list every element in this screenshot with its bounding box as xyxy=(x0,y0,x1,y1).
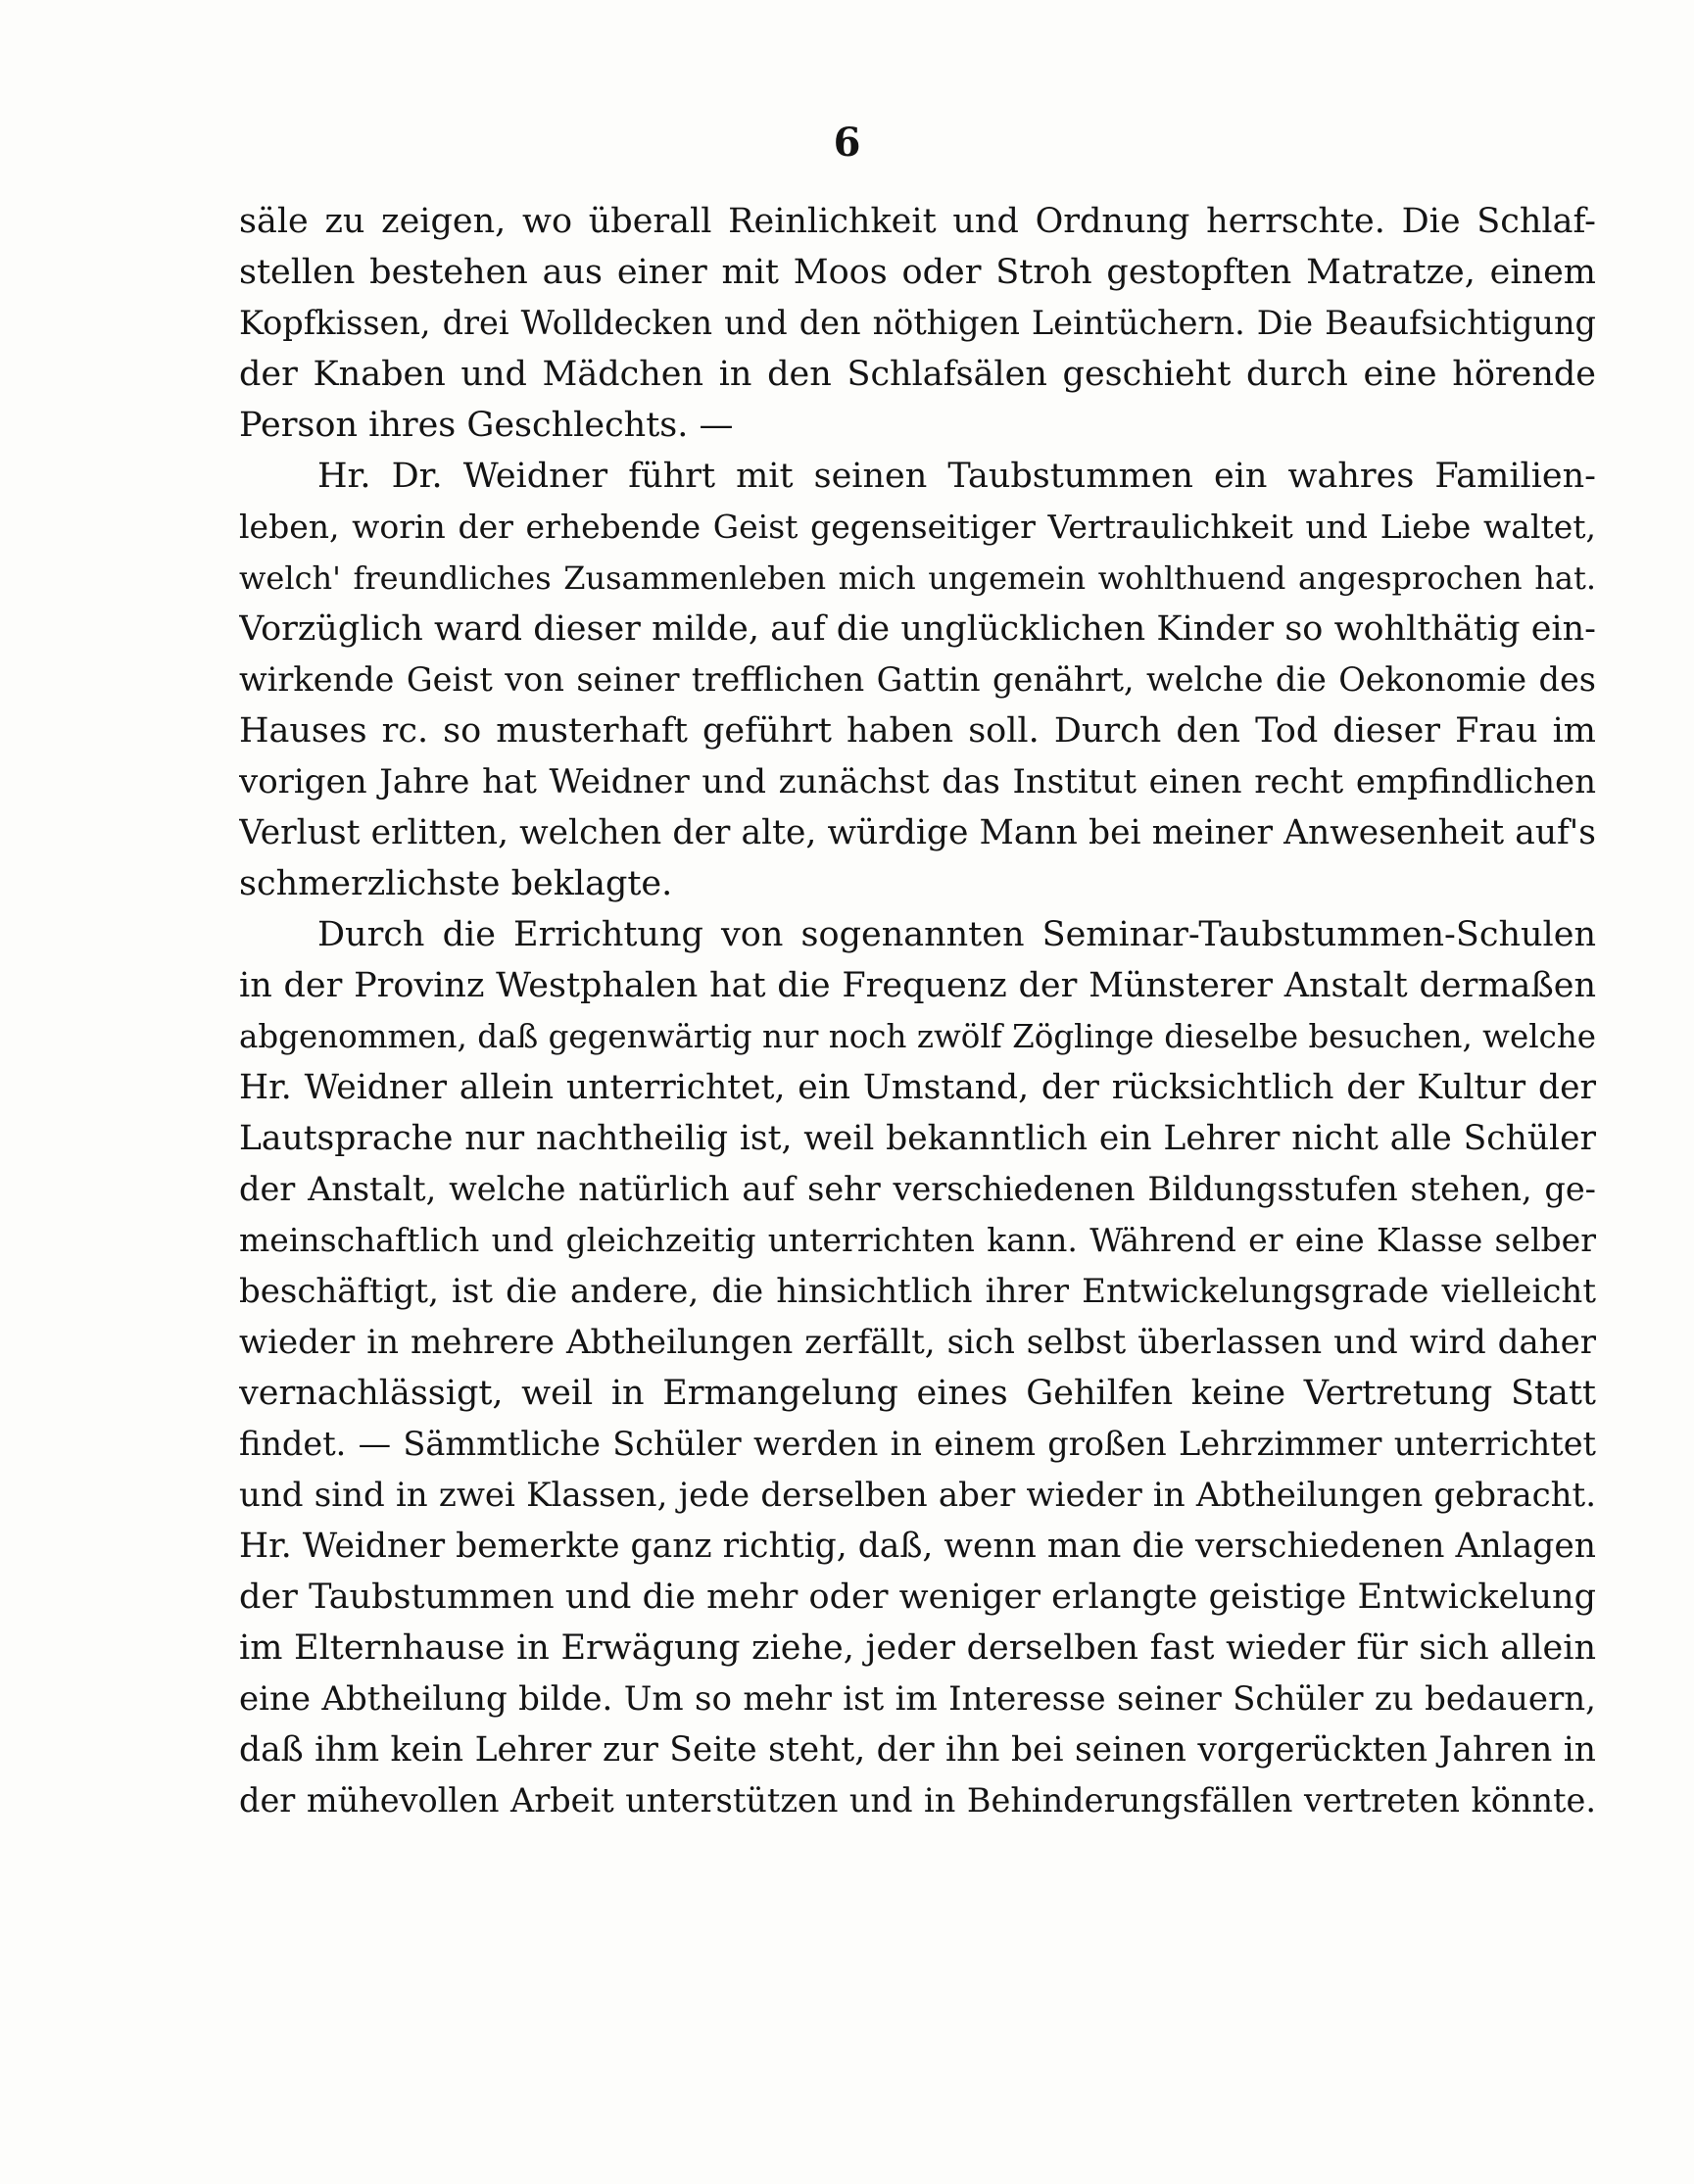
text-line: Hr. Weidner bemerkte ganz richtig, daß, wenn man die verschiedenen Anlagen xyxy=(239,1527,1596,1566)
page-number: 6 xyxy=(833,120,861,166)
text-line: Person ihres Geschlechts. — xyxy=(239,406,734,445)
text-line: Lautsprache nur nachtheilig ist, weil bekanntlich ein Lehrer nicht alle Schüler xyxy=(239,1119,1596,1158)
text-line: der Knaben und Mädchen in den Schlafsälen geschieht durch eine hörende xyxy=(239,355,1596,394)
text-line: Hr. Dr. Weidner führt mit seinen Taubstummen ein wahres Familien- xyxy=(317,457,1596,496)
text-line: in der Provinz Westphalen hat die Frequenz der Münsterer Anstalt dermaßen xyxy=(239,966,1596,1005)
text-line: daß ihm kein Lehrer zur Seite steht, der ihn bei seinen vorgerückten Jahren in xyxy=(239,1730,1596,1770)
text-line: schmerzlichste beklagte. xyxy=(239,864,673,903)
text-line: findet. — Sämmtliche Schüler werden in einem großen Lehrzimmer unterrichtet xyxy=(239,1425,1596,1463)
text-line: der Taubstummen und die mehr oder weniger erlangte geistige Entwickelung xyxy=(239,1577,1596,1617)
text-line: im Elternhause in Erwägung ziehe, jeder derselben fast wieder für sich allein xyxy=(239,1628,1596,1668)
text-line: Durch die Errichtung von sogenannten Seminar-Taubstummen-Schulen xyxy=(317,915,1596,954)
text-line: Hauses rc. so musterhaft geführt haben soll. Durch den Tod dieser Frau im xyxy=(239,711,1596,751)
text-line: Hr. Weidner allein unterrichtet, ein Umstand, der rücksichtlich der Kultur der xyxy=(239,1068,1596,1107)
text-line: Verlust erlitten, welchen der alte, würdige Mann bei meiner Anwesenheit auf's xyxy=(239,813,1596,852)
text-line: vorigen Jahre hat Weidner und zunächst das Institut einen recht empfindlichen xyxy=(239,762,1596,801)
text-line: eine Abtheilung bilde. Um so mehr ist im Interesse seiner Schüler zu bedauern, xyxy=(239,1679,1596,1719)
text-line: welch' freundliches Zusammenleben mich ungemein wohlthuend angesprochen hat. xyxy=(239,559,1596,597)
text-line: meinschaftlich und gleichzeitig unterrichten kann. Während er eine Klasse selber xyxy=(239,1221,1596,1259)
text-line: säle zu zeigen, wo überall Reinlichkeit und Ordnung herrschte. Die Schlaf- xyxy=(239,202,1596,241)
text-line: vernachlässigt, weil in Ermangelung eines Gehilfen keine Vertretung Statt xyxy=(239,1374,1596,1413)
text-line: der Anstalt, welche natürlich auf sehr verschiedenen Bildungsstufen stehen, ge- xyxy=(239,1170,1596,1208)
text-line: beschäftigt, ist die andere, die hinsichtlich ihrer Entwickelungsgrade vielleicht xyxy=(239,1272,1596,1311)
text-line: Kopfkissen, drei Wolldecken und den nöthigen Leintüchern. Die Beaufsichtigung xyxy=(239,304,1596,342)
text-line: wieder in mehrere Abtheilungen zerfällt, sich selbst überlassen und wird daher xyxy=(239,1323,1596,1362)
text-line: leben, worin der erhebende Geist gegenseitiger Vertraulichkeit und Liebe waltet, xyxy=(239,508,1596,546)
text-line: stellen bestehen aus einer mit Moos oder Stroh gestopften Matratze, einem xyxy=(239,253,1596,292)
body-text xyxy=(239,196,1596,1826)
text-line: wirkende Geist von seiner trefflichen Gattin genährt, welche die Oekonomie des xyxy=(239,660,1596,699)
text-line: Vorzüglich ward dieser milde, auf die unglücklichen Kinder so wohlthätig ein- xyxy=(239,609,1596,649)
text-line: der mühevollen Arbeit unterstützen und in Behinderungsfällen vertreten könnte. xyxy=(239,1781,1596,1820)
text-line: und sind in zwei Klassen, jede derselben aber wieder in Abtheilungen gebracht. xyxy=(239,1476,1596,1515)
text-line: abgenommen, daß gegenwärtig nur noch zwölf Zöglinge dieselbe besuchen, welche xyxy=(239,1018,1596,1055)
